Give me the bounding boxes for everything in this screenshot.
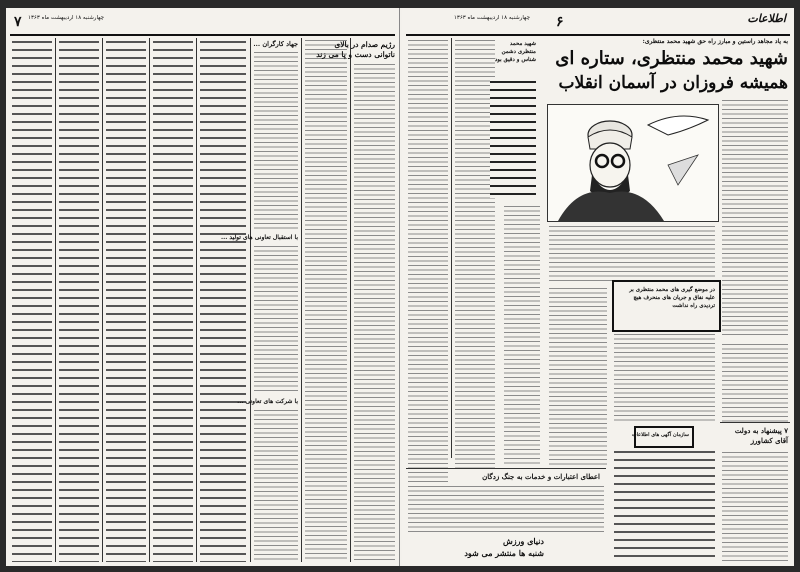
- quote-box-text: در موضع گیری های محمد منتظری بر علیه نفاق و جریان های منحرف هیچ تردیدی راه نداشت: [629, 287, 715, 309]
- article-column-c: [316, 38, 397, 562]
- bottom-heading-credits: اعطای اعتبارات و خدمات به جنگ زدگان: [482, 472, 600, 481]
- classified-column-1: [10, 38, 54, 562]
- quote-box: [612, 280, 721, 332]
- pullquote-text: شهید محمد منتظری دشمن شناس و دقیق بود: [494, 41, 536, 63]
- right-lower-article-col: [720, 342, 790, 422]
- classified-column-2: [57, 38, 101, 562]
- portrait-drawing: [548, 105, 718, 221]
- left-page-header: [10, 12, 395, 36]
- right-article-column-5: [612, 332, 717, 422]
- bottom-article: [406, 484, 606, 534]
- right-article-column-3: [502, 204, 542, 464]
- classified-column-5: [198, 38, 248, 562]
- phone-ad-box: [631, 426, 694, 448]
- small-ads-column: [612, 448, 717, 562]
- right-date-line: چهارشنبه ۱۸ اردیبهشت ماه ۱۳۶۳: [453, 15, 530, 21]
- right-bottom-column: [720, 450, 790, 562]
- right-page: [402, 8, 794, 566]
- newspaper-spread: [6, 8, 794, 566]
- pullquote-column: [488, 38, 538, 198]
- kicker-line: به یاد مجاهد راستین و مبارز راه حق شهید محمد منتظری:: [642, 38, 788, 45]
- article-column-b: [303, 38, 349, 562]
- headline-cooperatives: با استقبال تعاونی های تولید ...: [221, 234, 298, 241]
- left-page: [6, 8, 400, 566]
- headline-companies: با شرکت های تعاونی ...: [237, 398, 298, 405]
- portrait-illustration: [547, 104, 719, 222]
- right-article-column-4: [547, 286, 609, 466]
- classified-column-4: [151, 38, 195, 562]
- main-title-line-2: همیشه فروزان در آسمان انقلاب: [558, 73, 788, 93]
- headline-saddam-2: ناتوانی دست و پا می زند: [316, 50, 395, 59]
- headline-workers: جهاد کارگران ...: [253, 40, 298, 48]
- main-title-line-1: شهید محمد منتظری، ستاره ای: [555, 48, 788, 69]
- headline-saddam-1: رژیم صدام در بالای: [334, 40, 395, 49]
- left-date-line: چهارشنبه ۱۸ اردیبهشت ماه ۱۳۶۳: [28, 15, 105, 21]
- right-article-column-1: [406, 38, 450, 508]
- classified-column-3: [104, 38, 148, 562]
- phone-ad-text: سازمان آگهی های اطلاعات: [631, 432, 689, 438]
- left-page-number: ۷: [14, 14, 22, 30]
- side-heading: ۷ پیشنهاد به دولت آقای کشاورز: [734, 426, 788, 445]
- main-article-body: [547, 224, 717, 284]
- bottom-heading-saturdays: شنبه ها منتشر می شود: [464, 548, 544, 558]
- right-main-article-col: [720, 98, 790, 338]
- newspaper-logo: اطلاعات: [747, 12, 786, 25]
- bottom-heading-sports: دنیای ورزش: [502, 536, 544, 546]
- right-page-header: [406, 12, 790, 36]
- right-page-number: ۶: [556, 14, 564, 30]
- article-column-a: [221, 38, 300, 562]
